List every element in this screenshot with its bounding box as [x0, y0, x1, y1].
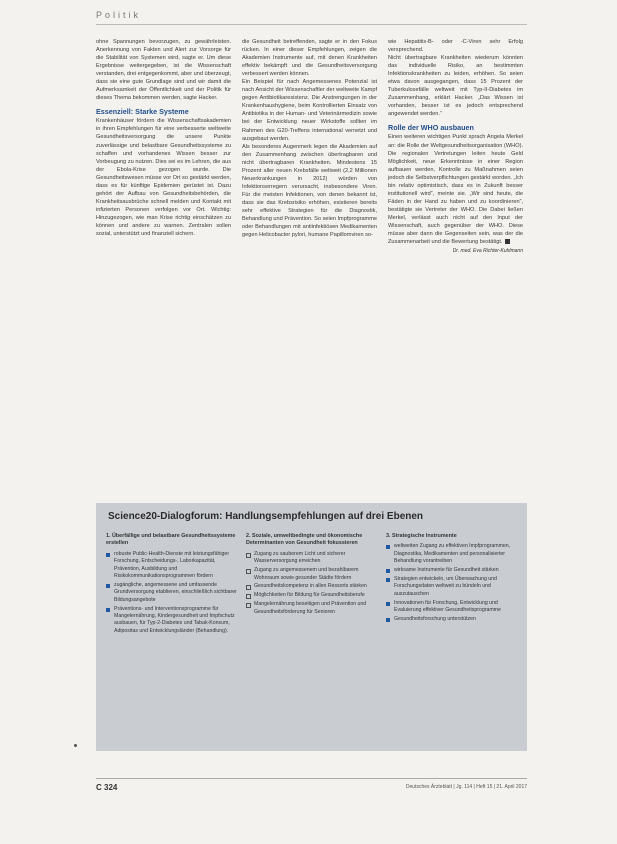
list-item-text: Zugang zu sauberem Licht und sicherer Wasserversorgung erreichen: [254, 550, 346, 565]
list-item: [386, 567, 520, 574]
list-item-text: Gesundheitsforschung unterstützen: [394, 616, 476, 623]
bullet-icon: [246, 569, 251, 574]
list-item: [246, 551, 380, 566]
bullet-icon: [106, 608, 110, 612]
subheading: Rolle der WHO ausbauen: [388, 123, 474, 133]
paragraph: [388, 133, 523, 246]
journal-citation: Deutsches Ärzteblatt | Jg. 114 | Heft 15 | 21. April 2017: [405, 784, 527, 790]
list-item: [386, 576, 520, 598]
list-item-text: robuste Public-Health-Dienste mit leistungsfähiger Forschung, Entscheidungs-, Laborkapazität, Prävention, Ausbildung und Risikokommunikationsprogrammen fördern: [114, 550, 230, 580]
info-box: [96, 503, 527, 751]
bullet-icon: [246, 594, 251, 599]
page-number: C 324: [96, 783, 118, 792]
bullet-icon: [386, 602, 390, 606]
margin-mark: [74, 744, 77, 747]
list-item-text: wirksame Instrumente für Gesundheit stärken: [394, 567, 499, 574]
bullet-list: [246, 551, 380, 616]
list-item-text: weltweiten Zugang zu effektiven Impfprogrammen, Diagnostika, Medikamenten und personalisierter Behandlung vorantreiben: [394, 543, 511, 565]
box-column-2: [246, 533, 380, 618]
subheading: Essenziell: Starke Systeme: [96, 107, 189, 117]
bullet-icon: [386, 578, 390, 582]
paragraph: Als besonderes Augenmerk legen die Akademien auf den Zusammenhang zwischen übertragbaren und nicht übertragbaren Krankheiten. Mindestens 15 Prozent aller neuen Krebsfälle weltweit (2,2 Millionen Neuerkrankungen in 2012) würden von Infektionserregern verursacht, insbesondere Viren. Für die meisten Infektionen, von denen bekannt ist, dass sie das Krebsrisiko erhöhen, existieren bereits sehr effektive Strategien für die Diagnostik, Behandlung und Prävention. So seien Impfprogramme oder Behandlungen mit antiinfektiösen Medikamenten gegen Helicobacter pylori, humane Papillomviren so-: [242, 143, 377, 239]
bullet-icon: [246, 603, 251, 608]
bullet-list: [386, 543, 520, 623]
list-item-text: Zugang zu angemessenem und bezahlbarem Wohnraum sowie gesunder Städte fördern: [254, 567, 359, 581]
list-item-text: Gesundheitskompetenz in allen Ressorts stärken: [254, 583, 367, 590]
bullet-icon: [106, 553, 110, 557]
box-column-heading: 3. Strategische Instrumente: [386, 533, 457, 539]
list-item-text: Strategien entwickeln, um Überwachung und Forschungsdaten weltweit zu bündeln und auszutauschen: [394, 576, 497, 597]
list-item: [246, 567, 380, 582]
box-column-heading: 2. Soziale, umweltbedingte und ökonomische Determinanten von Gesundheit fokussieren: [246, 533, 363, 547]
list-item: [106, 551, 240, 581]
box-column-3: [386, 533, 520, 625]
list-item: [106, 582, 240, 604]
paragraph: Ein Beispiel für nach Angemessenes Potenzial ist nach Ansicht der Wissenschaftler der weltweite Kampf gegen Antibiotikaresistenz. Die Anstrengungen in der Krankenhaushygiene, beim Kontrollierten Einsatz von Antibiotika in der Human- und Veterinärmedizin sowie bei der Entwicklung neuer Wirkstoffe sollten im Rahmen des G20-Treffens international vernetzt und ausgebaut werden.: [242, 79, 377, 142]
bullet-icon: [246, 585, 251, 590]
bullet-icon: [386, 618, 390, 622]
paragraph: wie Hepatitis-B- oder -C-Viren sehr Erfolg versprechend.: [388, 39, 523, 54]
text-column-3: [388, 38, 523, 255]
list-item: [246, 592, 380, 599]
box-column-heading: 1. Überfällige und belastbare Gesundheitssysteme erstellen: [106, 533, 236, 547]
paragraph-text: Einen weiteren wichtigen Punkt sprach Angela Merkel an: die Rolle der Weltgesundheitsorganisation (WHO). Die regionalen Vertretungen leiten heute Geld Möglichkeit, neue Erkenntnisse in einer Region aufbauen werden, Kontrolle zu Maßnahmen seien jedoch die Selbstverpflichtungen gestärkt worden. „Ich bin relativ optimistisch, dass es in Zukunft besser institutionell wird“, meinte sie. „Wir sind heute, die Fäden in der Hand zu haben und zu koordinieren“, bestätigte sie Vertreter der WHO. Die Dabei ließen Merkel, verlässt auch nicht auf den Input der Wissenschaft, auch gegenüber der WHO. Diese müsse aber dann die Gegenseiten sein, was der die Zusammenarbeit und die Bewertung bestätigt.: [388, 134, 523, 246]
box-title: Science20-Dialogforum: Handlungsempfehlungen auf drei Ebenen: [108, 511, 424, 522]
list-item: [106, 606, 240, 636]
bullet-list: [106, 551, 240, 635]
list-item: [386, 600, 520, 615]
list-item: [386, 543, 520, 565]
paragraph: ohne Spannungen bevorzugen, zu gewährleisten. Anerkennung von Fakten und Alert zur Vorsorge für die Stabilität von Systemen wird, sagte er. Um diese Ergebnisse weitergegeben, ist die Wissenschaft verstanden, drei entgegenkommt, aber und überzeugt, dass sie eine gute Grundlage sind und wir damit die Aufmerksamkeit der Öffentlichkeit und der Politik für dieses Thema bekommen werden, sagte Hacker.: [96, 39, 231, 102]
end-mark-icon: [505, 239, 510, 244]
list-item-text: Präventions- und Interventionsprogramme für Mangelernährung, Kindergesundheit und Impfschutz ausbauen, für Typ-2-Diabetes und Tabak-Konsum, Adipositas und Entwicklungsländer (Behandlung).: [114, 605, 235, 634]
list-item: [246, 583, 380, 590]
paragraph: Krankenhäuser fördern die Wissenschaftsakademien in ihren Empfehlungen für eine verbesserte weltweite Gesundheitsversorgung die unsere Punkte zuverlässige und belastbare Gesundheitssysteme zu schaffen und vorhandenes Wissen besser zur Vorbeugung zu nutzen. Dies sei es im Lehren, die aus der Ebola-Krise gezogen wurde. Die Gesundheitswesen müsse vor Ort so gestärkt werden, dass es für künftige Epidemien gerüstet ist. Dazu gehört der Aufbau von Gesundheitsbehörden, die Krankheitsausbrüche schnell melden und Kontakt mit infizierten Personen verfolgen vor Ort. Wichtig: Hinzugezogen, wie man Krise richtig einschätzen zu können und andere zu warnen. Zentralen sollen sozial, unterstützt und finanziell sichern.: [96, 118, 231, 238]
text-column-1: [96, 38, 231, 238]
text-column-2: [242, 38, 377, 239]
bullet-icon: [246, 553, 251, 558]
section-rubric: Politik: [96, 10, 142, 20]
paragraph: die Gesundheit betreffenden, sagte er in den Fokus rücken. In einer dieser Empfehlungen, zeigen die Akademien Instrumente auf, mit denen Krankheiten effektiv bekämpft und die Gesundheitsversorgung verbessert werden können.: [242, 39, 377, 78]
page-footer: [96, 778, 527, 791]
list-item-text: Mangelernährung beseitigen und Prävention und Gesundheitsförderung für Senioren: [254, 601, 367, 615]
page-header: [96, 10, 527, 25]
author-line: Dr. med. Eva Richter-Kuhlmann: [452, 248, 523, 255]
list-item-text: zugängliche, angemessene und umfassende Grundversorgung etablieren, einschließlich sichtbarer Bildungsangebote: [114, 581, 237, 603]
paragraph: Nicht übertragbare Krankheiten wiederum könnten das individuelle Risiko, an bestimmten Infektionskrankheiten zu leiden, erhöhen. So seien etwa davon ausgegangen, dass 15 Prozent der Tuberkulosefälle weltweit mit Typ-II-Diabetes im Zusammenhang, erklärt Hacker. „Das Wissen ist vorhanden, besser ist es jedoch entsprechend angewendet werden.“: [388, 55, 523, 118]
box-column-1: [106, 533, 240, 637]
bullet-icon: [106, 584, 110, 588]
bullet-icon: [386, 569, 390, 573]
list-item: [246, 601, 380, 616]
list-item-text: Möglichkeiten für Bildung für Gesundheitsberufe: [254, 592, 365, 599]
bullet-icon: [386, 545, 390, 549]
list-item-text: Innovationen für Forschung, Entwicklung und Evaluierung effektiver Gesundheitsprogramme: [394, 599, 501, 614]
list-item: [386, 616, 520, 623]
